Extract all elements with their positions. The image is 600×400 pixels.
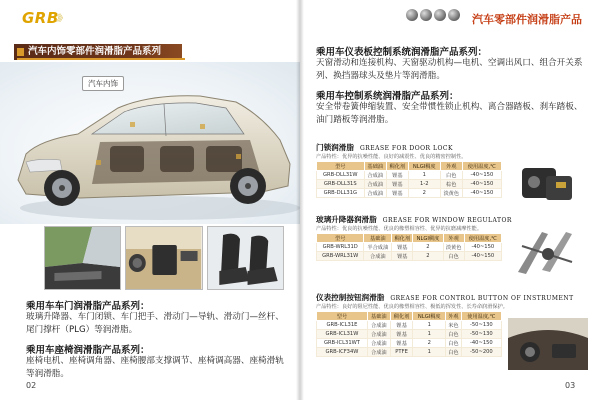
seat-icon	[208, 227, 283, 290]
table-cell: 2	[413, 339, 446, 348]
table-cell: 2	[413, 252, 443, 261]
door-lock-spec-table	[316, 161, 502, 198]
table-row	[317, 252, 502, 261]
table-cell: 白色	[446, 348, 462, 357]
control-series-text: 安全带卷簧伸缩装置、安全带惯性锁止机构、离合器踏板、刹车踏板、油门踏板等润滑脂。	[316, 102, 583, 125]
table-cell: 2	[408, 189, 440, 198]
car-callout-label: 汽车内饰	[82, 76, 124, 91]
table-cell: 锂基	[390, 321, 413, 330]
column-header: 外观	[443, 234, 464, 243]
table-cell: 1	[413, 321, 446, 330]
table-cell: 锂基	[392, 252, 413, 261]
door-icon	[45, 227, 120, 290]
table-row	[317, 243, 502, 252]
table-header-row	[317, 162, 502, 171]
table-cell: 合成油	[364, 252, 392, 261]
control-button-table-title	[316, 292, 574, 303]
column-header: 稠化剂	[386, 162, 408, 171]
table-cell: 1	[408, 171, 440, 180]
table-cell: -50~130	[461, 330, 501, 339]
table-cell: 锂基	[386, 180, 408, 189]
table-cell: 白色	[446, 330, 462, 339]
column-header: 基础油	[364, 162, 386, 171]
page-number: 03	[565, 381, 576, 390]
table-cell: 锂基	[390, 339, 413, 348]
window-regulator-part-icon	[512, 226, 584, 278]
table-cell: GRB-DLL31G	[317, 189, 365, 198]
column-header: 使用温度,℃	[464, 234, 501, 243]
table-cell: 合成油	[364, 189, 386, 198]
table-cell: 合成油	[364, 171, 386, 180]
table-cell: -40~150	[462, 189, 501, 198]
table-row	[317, 171, 502, 180]
header-parts-graphic	[406, 6, 462, 25]
window-regulator-spec-table	[316, 233, 502, 261]
seat-series-heading: 乘用车座椅润滑脂产品系列：	[26, 345, 150, 356]
column-header: 型号	[317, 234, 364, 243]
dashboard-series-heading: 乘用车仪表板控制系统润滑脂产品系列：	[316, 47, 488, 58]
table-cell: -40~150	[461, 339, 501, 348]
door-lock-table-desc: 产品特性：优异的抗噪性能、良好的减震性、优良的精密控制性。	[316, 154, 467, 160]
column-header: NLGI稠度	[408, 162, 440, 171]
chevrons-icon: 》》	[56, 14, 66, 24]
dashboard-series-text: 天窗滑动和连接机构、天窗驱动机构—电机、空调出风口、组合开关系列、换挡器球头及垫片等润滑脂。	[316, 58, 583, 81]
interior-photo-strip	[44, 226, 284, 290]
column-header: 基础油	[364, 234, 392, 243]
interior-control-icon	[508, 318, 588, 370]
table-cell: -40~150	[462, 171, 501, 180]
table-cell: GRB-DLL31W	[317, 171, 365, 180]
column-header: 外观	[446, 312, 462, 321]
table-row	[317, 348, 502, 357]
table-cell: 锂基	[386, 189, 408, 198]
right-page-title: 汽车零部件润滑脂产品	[472, 13, 582, 26]
table-row	[317, 189, 502, 198]
door-lock-part-icon	[516, 162, 580, 210]
control-button-table-desc: 产品特性：良好的阻尼性能、优良的橡塑相容性、极低的挥发性、长寿命润滑保护。	[316, 304, 508, 310]
column-header: 外观	[440, 162, 462, 171]
table-header-row	[317, 234, 502, 243]
page-fold	[296, 0, 304, 400]
table-cell: -40~150	[464, 243, 501, 252]
table-cell: GRB-ICL31WT	[317, 339, 368, 348]
door-interior-photo	[44, 226, 121, 290]
door-lock-table-title	[316, 142, 453, 153]
column-header: NLGI稠度	[413, 234, 443, 243]
table-cell: -50~200	[461, 348, 501, 357]
table-title-cn: 仪表控制按钮润滑脂	[316, 293, 385, 302]
dashboard-icon	[126, 227, 201, 290]
door-series-heading: 乘用车车门润滑脂产品系列：	[26, 301, 150, 312]
table-title-en: GREASE FOR CONTROL BUTTON OF INSTRUMENT	[390, 295, 574, 302]
column-header: 基础油	[367, 312, 390, 321]
table-cell: 锂基	[392, 243, 413, 252]
table-cell: 棕色	[440, 180, 462, 189]
column-header: 型号	[317, 312, 368, 321]
seat-series-text: 座椅电机、座椅调角器、座椅腰部支撑调节、座椅调高器、座椅滑轨等润滑脂。	[26, 356, 284, 379]
column-header: NLGI稠度	[413, 312, 446, 321]
table-cell: GRB-ICL31W	[317, 330, 368, 339]
table-title-en: GREASE FOR DOOR LOCK	[359, 145, 453, 152]
table-cell: 合成油	[367, 330, 390, 339]
table-cell: GRB-WRL31W	[317, 252, 364, 261]
table-cell: 白色	[446, 339, 462, 348]
seat-photo	[207, 226, 284, 290]
table-cell: -40~150	[464, 252, 501, 261]
table-cell: GRB-WRL31D	[317, 243, 364, 252]
column-header: 使用温度,℃	[462, 162, 501, 171]
table-cell: 合成油	[364, 180, 386, 189]
table-row	[317, 330, 502, 339]
column-header: 使用温度,℃	[461, 312, 501, 321]
part-icon	[448, 9, 460, 21]
table-row	[317, 321, 502, 330]
table-title-cn: 门锁润滑脂	[316, 143, 354, 152]
table-cell: 白色	[443, 252, 464, 261]
car-icon	[0, 62, 300, 224]
part-icon	[406, 9, 418, 21]
table-cell: 2	[413, 243, 443, 252]
table-cell: 1	[413, 330, 446, 339]
table-cell: 1	[413, 348, 446, 357]
table-cell: -50~130	[461, 321, 501, 330]
column-header: 稠化剂	[392, 234, 413, 243]
table-cell: 合成油	[367, 348, 390, 357]
table-row	[317, 339, 502, 348]
table-row	[317, 180, 502, 189]
table-cell: GRB-ICL31E	[317, 321, 368, 330]
control-button-spec-table	[316, 311, 502, 357]
car-cutaway-illustration	[0, 62, 300, 224]
window-regulator-table-title	[316, 214, 512, 225]
window-regulator-table-desc: 产品特性：优良的抗噪性能、优良的橡塑相容性、优异的抗磨减摩性能。	[316, 226, 483, 232]
table-cell: GRB-DLL31S	[317, 180, 365, 189]
table-cell: 合成油	[367, 321, 390, 330]
table-title-en: GREASE FOR WINDOW REGULATOR	[382, 217, 512, 224]
part-icon	[420, 9, 432, 21]
control-series-heading: 乘用车控制系统润滑脂产品系列：	[316, 91, 459, 102]
table-cell: 米色	[446, 321, 462, 330]
door-series-text: 玻璃升降器、车门闭锁、车门把手、滑动门—导轨、滑动门—丝杆、尾门撑杆（PLG）等润滑脂。	[26, 312, 284, 335]
brand-logo: GRB	[22, 9, 59, 27]
table-cell: 锂基	[390, 330, 413, 339]
part-icon	[434, 9, 446, 21]
table-cell: 合成油	[367, 339, 390, 348]
table-cell: PTFE	[390, 348, 413, 357]
table-cell: 淡黄色	[440, 189, 462, 198]
table-title-cn: 玻璃升降器润滑脂	[316, 215, 377, 224]
table-cell: 1-2	[408, 180, 440, 189]
page-number: 02	[26, 381, 37, 390]
column-header: 型号	[317, 162, 365, 171]
table-cell: 淡黄色	[443, 243, 464, 252]
table-cell: 半合成油	[364, 243, 392, 252]
table-cell: 白色	[440, 171, 462, 180]
dashboard-photo	[125, 226, 202, 290]
section-title-banner: 汽车内饰零部件润滑脂产品系列	[14, 44, 182, 60]
table-cell: -40~150	[462, 180, 501, 189]
table-cell: GRB-ICF34W	[317, 348, 368, 357]
table-cell: 锂基	[386, 171, 408, 180]
column-header: 稠化剂	[390, 312, 413, 321]
table-header-row	[317, 312, 502, 321]
